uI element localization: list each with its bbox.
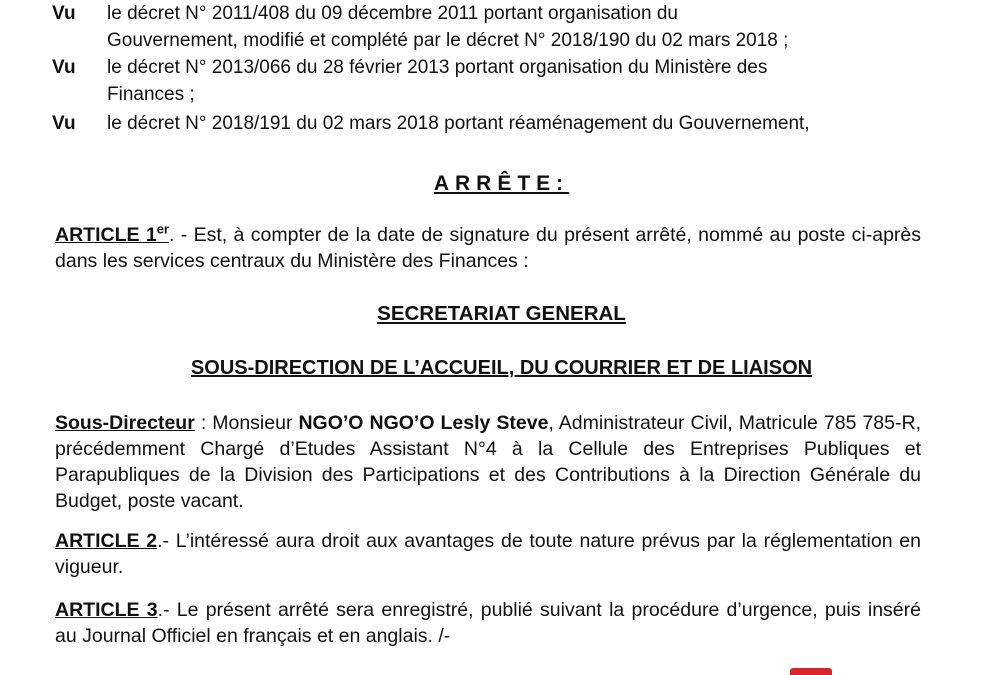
vu-clause-line: Finances ; [107,84,195,105]
vu-clause-line: le décret N° 2018/191 du 02 mars 2018 portant réaménagement du Gouvernement, [107,113,810,134]
subsection-title: SOUS-DIRECTION DE L’ACCUEIL, DU COURRIER ET DE LIAISON [190,357,813,379]
article-2 [55,528,921,580]
appointee-name: NGO’O NGO’O Lesly Steve [298,412,549,434]
article-1 [55,222,921,274]
red-stamp-fragment [790,668,832,675]
article-2-text: .- L’intéressé aura droit aux avantages de toute nature prévus par la réglementation en vigueur. [55,530,921,578]
vu-clause-2 [52,54,922,108]
vu-clause-line: Gouvernement, modifié et complété par le décret N° 2018/190 du 02 mars 2018 ; [107,30,789,51]
article-3 [55,597,921,649]
appointment-sep: : Monsieur [194,412,299,434]
vu-label: Vu [52,3,76,24]
vu-clause-1 [52,0,922,54]
article-2-label: ARTICLE 2 [55,530,158,552]
vu-clause-3 [52,110,922,137]
article-3-text: .- Le présent arrêté sera enregistré, publié suivant la procédure d’urgence, puis inséré au Journal Officiel en français et en anglais. /- [55,599,921,647]
section-title: SECRETARIAT GENERAL [377,302,626,325]
article-1-text: . - Est, à compter de la date de signature du présent arrêté, nommé au poste ci-après dans les services centraux du Ministère des Finances : [55,224,921,272]
vu-clause-line: le décret N° 2013/066 du 28 février 2013 portant organisation du Ministère des [107,57,768,78]
article-1-label: ARTICLE 1er [55,221,169,246]
article-1-superscript: er [156,221,169,237]
vu-label: Vu [52,57,76,78]
appointment-text: , Administrateur Civil, Matricule 785 785-R, précédemment Chargé d’Etudes Assistant N°4 à la Cellule des Entreprises Publiques et Parapubliques de la Division des Participations et des Contributions à la Direction Générale du Budget, poste vacant. [55,412,921,512]
vu-clause-line: le décret N° 2011/408 du 09 décembre 2011 portant organisation du [107,3,678,24]
appointment-paragraph [55,410,921,514]
arrete-heading: ARRÊTE: [433,172,570,195]
vu-label: Vu [52,113,76,134]
appointment-label: Sous-Directeur [55,412,195,434]
article-3-label: ARTICLE 3 [55,599,158,621]
